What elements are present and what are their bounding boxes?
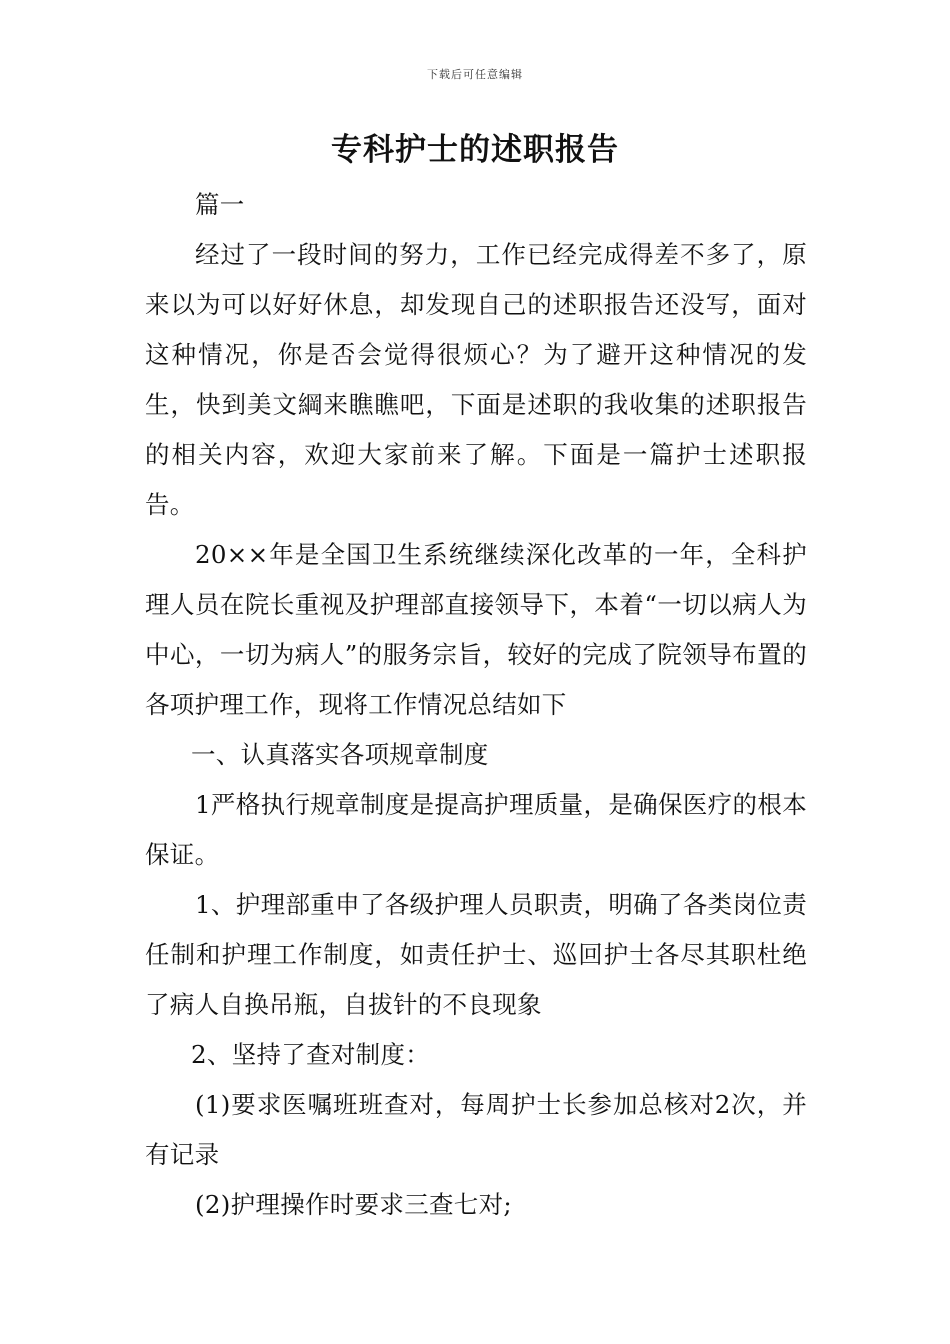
summary-paragraph: 20××年是全国卫生系统继续深化改革的一年，全科护理人员在院长重视及护理部直接领导下，本着“一切以病人为中心，一切为病人”的服务宗旨，较好的完成了院领导布置的各项护理工作，现将工作情况总结如下 xyxy=(145,540,807,719)
document-body xyxy=(145,180,807,1230)
section-label: 篇一 xyxy=(195,190,245,219)
body-paragraph: 1、护理部重申了各级护理人员职责，明确了各类岗位责任制和护理工作制度，如责任护士、巡回护士各尽其职杜绝了病人自换吊瓶，自拔针的不良现象 xyxy=(145,890,807,1019)
page-title: 专科护士的述职报告 xyxy=(331,132,619,168)
body-paragraph: (2)护理操作时要求三查七对; xyxy=(195,1190,512,1219)
section-heading: 一、认真落实各项规章制度 xyxy=(191,740,489,769)
body-paragraph: 1严格执行规章制度是提高护理质量，是确保医疗的根本保证。 xyxy=(145,790,807,869)
body-paragraph: 2、坚持了查对制度： xyxy=(191,1040,431,1069)
body-paragraph: (1)要求医嘱班班查对，每周护士长参加总核对2次，并有记录 xyxy=(145,1090,807,1169)
intro-paragraph: 经过了一段时间的努力，工作已经完成得差不多了，原来以为可以好好休息，却发现自己的述职报告还没写，面对这种情况，你是否会觉得很烦心？为了避开这种情况的发生，快到美文綱来瞧瞧吧，下面是述职的我收集的述职报告的相关内容，欢迎大家前来了解。下面是一篇护士述职报告。 xyxy=(145,240,807,519)
header-note: 下载后可任意编辑 xyxy=(427,68,523,81)
